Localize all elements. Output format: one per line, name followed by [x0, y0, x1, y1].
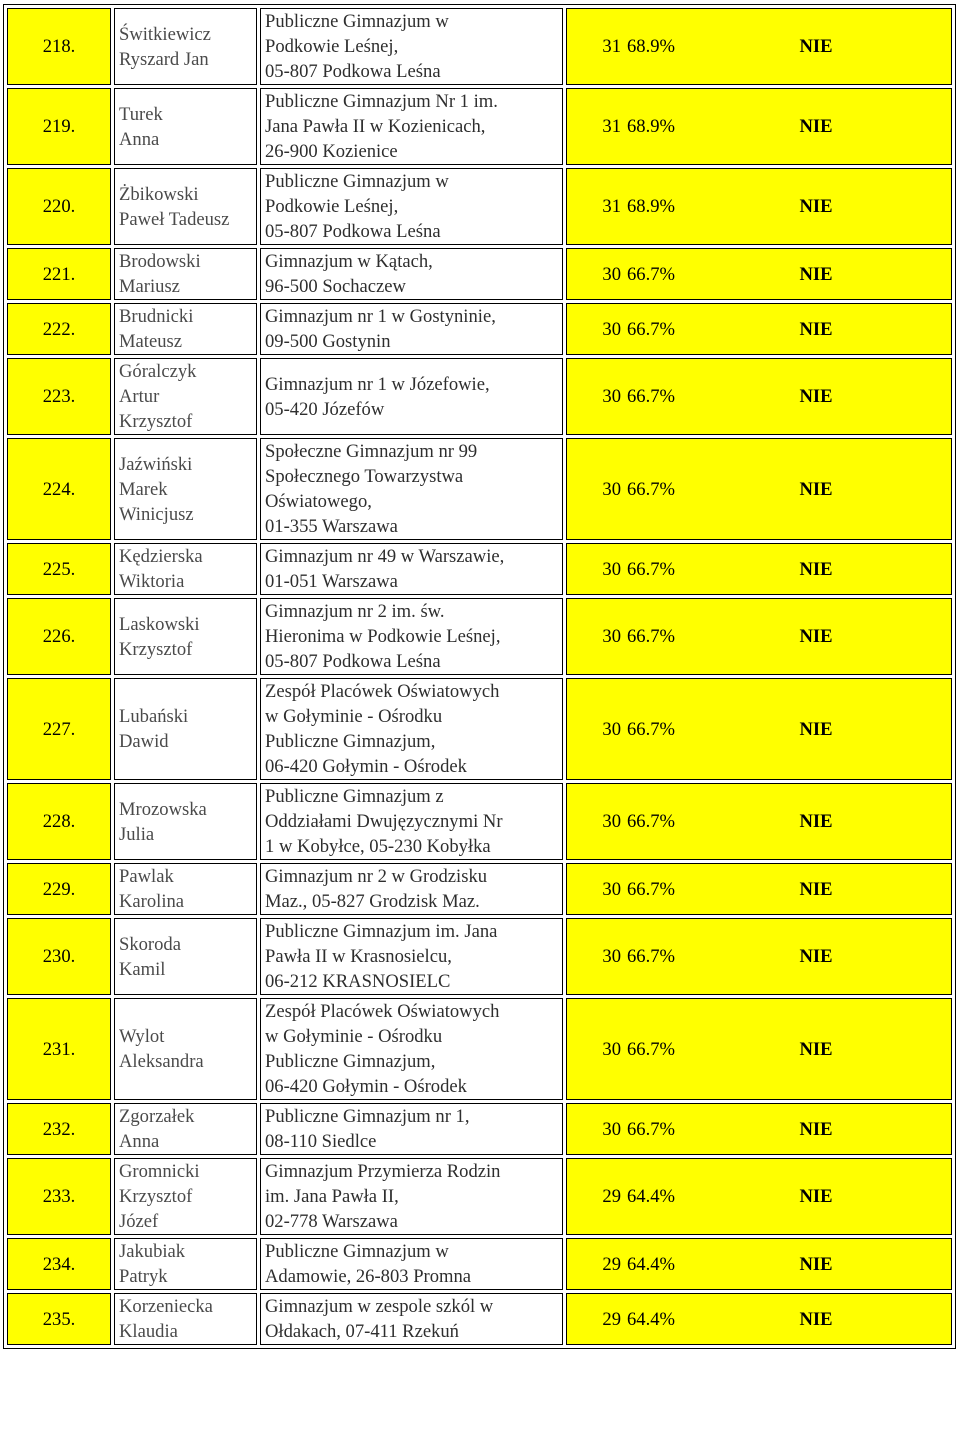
rank-cell: 235. [7, 1293, 111, 1345]
school-line: w Gołyminie - Ośrodku [265, 706, 443, 727]
school-line: Hieronima w Podkowie Leśnej, [265, 626, 501, 647]
score-cell [566, 303, 952, 355]
school-line: Społeczne Gimnazjum nr 99 [265, 441, 478, 462]
school-line: 06-420 Gołymin - Ośrodek [265, 756, 467, 777]
rank-cell: 221. [7, 248, 111, 300]
school-line: Publiczne Gimnazjum w [265, 11, 449, 32]
rank-cell: 222. [7, 303, 111, 355]
points-value: 30 [602, 1118, 621, 1140]
school-cell [260, 1103, 563, 1155]
school-cell [260, 358, 563, 435]
score-cell [566, 88, 952, 165]
percent-value: 66.7% [627, 263, 676, 285]
score-cell [566, 1293, 952, 1345]
score-group [571, 262, 947, 287]
participant-name-line: Krzysztof [119, 1186, 193, 1207]
participant-name-line: Patryk [119, 1266, 168, 1287]
participant-name-cell [114, 863, 257, 915]
participant-name-cell [114, 998, 257, 1100]
score-cell [566, 783, 952, 860]
points-value: 30 [602, 1038, 621, 1060]
participant-name-line: Artur [119, 386, 160, 407]
percent-value: 66.7% [627, 386, 676, 407]
participant-name-line: Wiktoria [119, 571, 185, 592]
qualified-status: NIE [799, 263, 833, 285]
percent-value: 66.7% [627, 1118, 676, 1140]
school-cell [260, 1238, 563, 1290]
participant-name-line: Mrozowska [119, 798, 207, 820]
school-cell [260, 918, 563, 995]
score-cell [566, 1103, 952, 1155]
score-cell [566, 863, 952, 915]
rank-cell: 233. [7, 1158, 111, 1235]
table-row [7, 1158, 952, 1235]
participant-name-line: Góralczyk [119, 361, 197, 382]
school-line: Publiczne Gimnazjum, [265, 731, 436, 752]
school-cell [260, 88, 563, 165]
rank-cell: 228. [7, 783, 111, 860]
rank-cell: 224. [7, 438, 111, 540]
score-cell [566, 248, 952, 300]
school-line: Gimnazjum Przymierza Rodzin [265, 1161, 501, 1182]
qualified-status: NIE [799, 1308, 833, 1330]
points-value: 31 [602, 36, 621, 57]
points-value: 30 [602, 318, 621, 340]
participant-name-line: Lubański [119, 706, 189, 727]
score-group [571, 384, 947, 409]
participant-name-line: Kamil [119, 958, 166, 980]
participant-name-line: Paweł Tadeusz [119, 208, 230, 230]
participant-name-line: Jakubiak [119, 1241, 186, 1262]
school-line: Ołdakach, 07-411 Rzekuń [265, 1321, 459, 1342]
percent-value: 64.4% [627, 1253, 676, 1275]
participant-name-cell [114, 1293, 257, 1345]
percent-value: 66.7% [627, 718, 676, 740]
school-cell [260, 303, 563, 355]
participant-name-line: Klaudia [119, 1321, 178, 1342]
participant-name-cell [114, 1158, 257, 1235]
participant-name-line: Marek [119, 478, 168, 500]
qualified-status: NIE [799, 1118, 833, 1140]
qualified-status: NIE [799, 946, 833, 967]
table-row [7, 88, 952, 165]
participant-name-line: Skoroda [119, 933, 181, 955]
participant-name-line: Brodowski [119, 251, 201, 272]
score-group [571, 317, 947, 342]
rank-cell: 229. [7, 863, 111, 915]
school-cell [260, 998, 563, 1100]
score-cell [566, 543, 952, 595]
school-line: Jana Pawła II w Kozienicach, [265, 116, 486, 137]
points-value: 30 [602, 386, 621, 407]
qualified-status: NIE [799, 318, 833, 340]
school-line: 05-420 Józefów [265, 398, 385, 420]
school-line: Podkowie Leśnej, [265, 36, 399, 57]
school-line: Gimnazjum nr 49 w Warszawie, [265, 546, 505, 567]
participant-name-line: Winicjusz [119, 503, 194, 525]
points-value: 30 [602, 946, 621, 967]
participant-name-line: Mariusz [119, 276, 180, 297]
participant-name-line: Aleksandra [119, 1051, 204, 1072]
points-value: 30 [602, 878, 621, 900]
school-line: Społecznego Towarzystwa [265, 466, 464, 487]
school-line: 01-355 Warszawa [265, 516, 398, 537]
participant-name-line: Krzysztof [119, 638, 193, 660]
school-cell [260, 168, 563, 245]
results-table [3, 4, 956, 1349]
participant-name-line: Mateusz [119, 331, 182, 352]
points-value: 31 [602, 116, 621, 137]
points-value: 30 [602, 811, 621, 832]
school-cell [260, 1158, 563, 1235]
score-cell [566, 438, 952, 540]
table-row [7, 998, 952, 1100]
rank-cell: 230. [7, 918, 111, 995]
participant-name-line: Dawid [119, 731, 169, 752]
qualified-status: NIE [799, 36, 833, 57]
table-row [7, 598, 952, 675]
participant-name-cell [114, 248, 257, 300]
qualified-status: NIE [799, 558, 833, 580]
participant-name-line: Ryszard Jan [119, 48, 209, 70]
participant-name-cell [114, 8, 257, 85]
school-line: Publiczne Gimnazjum nr 1, [265, 1106, 470, 1127]
participant-name-cell [114, 303, 257, 355]
percent-value: 66.7% [627, 811, 676, 832]
school-line: 26-900 Kozienice [265, 141, 398, 162]
school-line: Gimnazjum w zespole szkól w [265, 1296, 494, 1317]
participant-name-line: Gromnicki [119, 1161, 200, 1182]
participant-name-line: Józef [119, 1211, 159, 1232]
table-row [7, 783, 952, 860]
percent-value: 64.4% [627, 1308, 676, 1330]
table-row [7, 303, 952, 355]
participant-name-cell [114, 1103, 257, 1155]
table-row [7, 248, 952, 300]
rank-cell: 227. [7, 678, 111, 780]
score-cell [566, 918, 952, 995]
school-line: Publiczne Gimnazjum w [265, 1241, 449, 1262]
participant-name-line: Turek [119, 103, 163, 125]
score-group [571, 717, 947, 742]
score-cell [566, 1158, 952, 1235]
participant-name-cell [114, 1238, 257, 1290]
rank-cell: 226. [7, 598, 111, 675]
percent-value: 68.9% [627, 36, 676, 57]
rank-cell: 223. [7, 358, 111, 435]
qualified-status: NIE [799, 196, 833, 217]
participant-name-line: Kędzierska [119, 546, 203, 567]
school-line: im. Jana Pawła II, [265, 1186, 399, 1207]
table-row [7, 1103, 952, 1155]
school-line: Publiczne Gimnazjum Nr 1 im. [265, 91, 498, 112]
school-line: Pawła II w Krasnosielcu, [265, 946, 452, 967]
percent-value: 64.4% [627, 1186, 676, 1207]
table-row [7, 1238, 952, 1290]
score-group [571, 809, 947, 834]
qualified-status: NIE [799, 1253, 833, 1275]
school-line: Oświatowego, [265, 491, 372, 512]
percent-value: 66.7% [627, 478, 676, 500]
score-cell [566, 598, 952, 675]
school-line: Podkowie Leśnej, [265, 196, 399, 217]
score-group [571, 114, 947, 139]
percent-value: 66.7% [627, 1038, 676, 1060]
table-row [7, 918, 952, 995]
participant-name-cell [114, 598, 257, 675]
percent-value: 66.7% [627, 558, 676, 580]
school-cell [260, 783, 563, 860]
school-line: w Gołyminie - Ośrodku [265, 1026, 443, 1047]
percent-value: 66.7% [627, 878, 676, 900]
table-row [7, 543, 952, 595]
qualified-status: NIE [799, 811, 833, 832]
participant-name-line: Karolina [119, 891, 185, 912]
school-cell [260, 598, 563, 675]
qualified-status: NIE [799, 478, 833, 500]
participant-name-cell [114, 358, 257, 435]
rank-cell: 220. [7, 168, 111, 245]
score-group [571, 877, 947, 902]
school-line: Publiczne Gimnazjum w [265, 171, 449, 192]
school-line: Zespół Placówek Oświatowych [265, 1001, 500, 1022]
qualified-status: NIE [799, 116, 833, 137]
score-cell [566, 678, 952, 780]
school-line: 06-420 Gołymin - Ośrodek [265, 1076, 467, 1097]
participant-name-line: Pawlak [119, 866, 174, 887]
rank-cell: 231. [7, 998, 111, 1100]
table-row [7, 1293, 952, 1345]
score-group [571, 557, 947, 582]
percent-value: 66.7% [627, 318, 676, 340]
participant-name-line: Wylot [119, 1026, 165, 1047]
school-line: 08-110 Siedlce [265, 1131, 377, 1152]
school-cell [260, 678, 563, 780]
score-group [571, 34, 947, 59]
participant-name-cell [114, 678, 257, 780]
score-group [571, 1037, 947, 1062]
school-cell [260, 8, 563, 85]
school-cell [260, 863, 563, 915]
score-cell [566, 168, 952, 245]
participant-name-line: Zgorzałek [119, 1106, 195, 1127]
percent-value: 66.7% [627, 946, 676, 967]
percent-value: 68.9% [627, 196, 676, 217]
points-value: 31 [602, 196, 621, 217]
qualified-status: NIE [799, 718, 833, 740]
school-cell [260, 1293, 563, 1345]
rank-cell: 234. [7, 1238, 111, 1290]
points-value: 30 [602, 263, 621, 285]
points-value: 30 [602, 558, 621, 580]
participant-name-cell [114, 168, 257, 245]
points-value: 29 [602, 1308, 621, 1330]
points-value: 30 [602, 626, 621, 647]
score-group [571, 194, 947, 219]
participant-name-line: Brudnicki [119, 306, 194, 327]
school-line: 05-807 Podkowa Leśna [265, 651, 441, 672]
score-group [571, 1184, 947, 1209]
table-row [7, 678, 952, 780]
school-line: 96-500 Sochaczew [265, 276, 406, 297]
participant-name-cell [114, 438, 257, 540]
score-group [571, 1117, 947, 1142]
participant-name-line: Laskowski [119, 613, 200, 635]
points-value: 29 [602, 1186, 621, 1207]
school-line: Zespół Placówek Oświatowych [265, 681, 500, 702]
participant-name-line: Jaźwiński [119, 453, 193, 475]
rank-cell: 218. [7, 8, 111, 85]
score-group [571, 624, 947, 649]
school-line: Oddziałami Dwujęzycznymi Nr [265, 811, 503, 832]
points-value: 30 [602, 718, 621, 740]
school-line: Gimnazjum nr 1 w Józefowie, [265, 373, 490, 395]
participant-name-cell [114, 783, 257, 860]
school-line: Publiczne Gimnazjum, [265, 1051, 436, 1072]
points-value: 29 [602, 1253, 621, 1275]
participant-name-line: Julia [119, 823, 155, 845]
rank-cell: 225. [7, 543, 111, 595]
participant-name-line: Świtkiewicz [119, 23, 211, 45]
score-group [571, 477, 947, 502]
participant-name-line: Anna [119, 128, 160, 150]
table-row [7, 358, 952, 435]
table-row [7, 8, 952, 85]
participant-name-cell [114, 543, 257, 595]
participant-name-line: Żbikowski [119, 183, 199, 205]
score-cell [566, 358, 952, 435]
participant-name-line: Anna [119, 1131, 160, 1152]
school-line: Gimnazjum nr 2 im. św. [265, 601, 445, 622]
school-line: Gimnazjum nr 1 w Gostyninie, [265, 306, 496, 327]
school-line: 02-778 Warszawa [265, 1211, 398, 1232]
school-line: Maz., 05-827 Grodzisk Maz. [265, 891, 480, 912]
score-cell [566, 1238, 952, 1290]
points-value: 30 [602, 478, 621, 500]
percent-value: 66.7% [627, 626, 676, 647]
table-row [7, 168, 952, 245]
participant-name-line: Krzysztof [119, 411, 193, 432]
score-cell [566, 998, 952, 1100]
school-line: 01-051 Warszawa [265, 571, 398, 592]
participant-name-line: Korzeniecka [119, 1296, 213, 1317]
school-line: Publiczne Gimnazjum z [265, 786, 444, 807]
school-line: 09-500 Gostynin [265, 331, 391, 352]
school-cell [260, 248, 563, 300]
school-cell [260, 438, 563, 540]
school-line: Gimnazjum nr 2 w Grodzisku [265, 866, 488, 887]
participant-name-cell [114, 918, 257, 995]
school-line: Adamowie, 26-803 Promna [265, 1266, 472, 1287]
table-row [7, 438, 952, 540]
school-line: Publiczne Gimnazjum im. Jana [265, 921, 498, 942]
score-group [571, 1307, 947, 1332]
qualified-status: NIE [799, 1186, 833, 1207]
school-cell [260, 543, 563, 595]
rank-cell: 232. [7, 1103, 111, 1155]
school-line: 05-807 Podkowa Leśna [265, 61, 441, 82]
score-cell [566, 8, 952, 85]
score-group [571, 1252, 947, 1277]
school-line: Gimnazjum w Kątach, [265, 251, 433, 272]
results-body [7, 8, 952, 1345]
qualified-status: NIE [799, 626, 833, 647]
school-line: 05-807 Podkowa Leśna [265, 221, 441, 242]
qualified-status: NIE [799, 878, 833, 900]
school-line: 1 w Kobyłce, 05-230 Kobyłka [265, 836, 491, 857]
table-row [7, 863, 952, 915]
qualified-status: NIE [799, 386, 833, 407]
rank-cell: 219. [7, 88, 111, 165]
participant-name-cell [114, 88, 257, 165]
percent-value: 68.9% [627, 116, 676, 137]
qualified-status: NIE [799, 1038, 833, 1060]
school-line: 06-212 KRASNOSIELC [265, 971, 451, 992]
score-group [571, 944, 947, 969]
